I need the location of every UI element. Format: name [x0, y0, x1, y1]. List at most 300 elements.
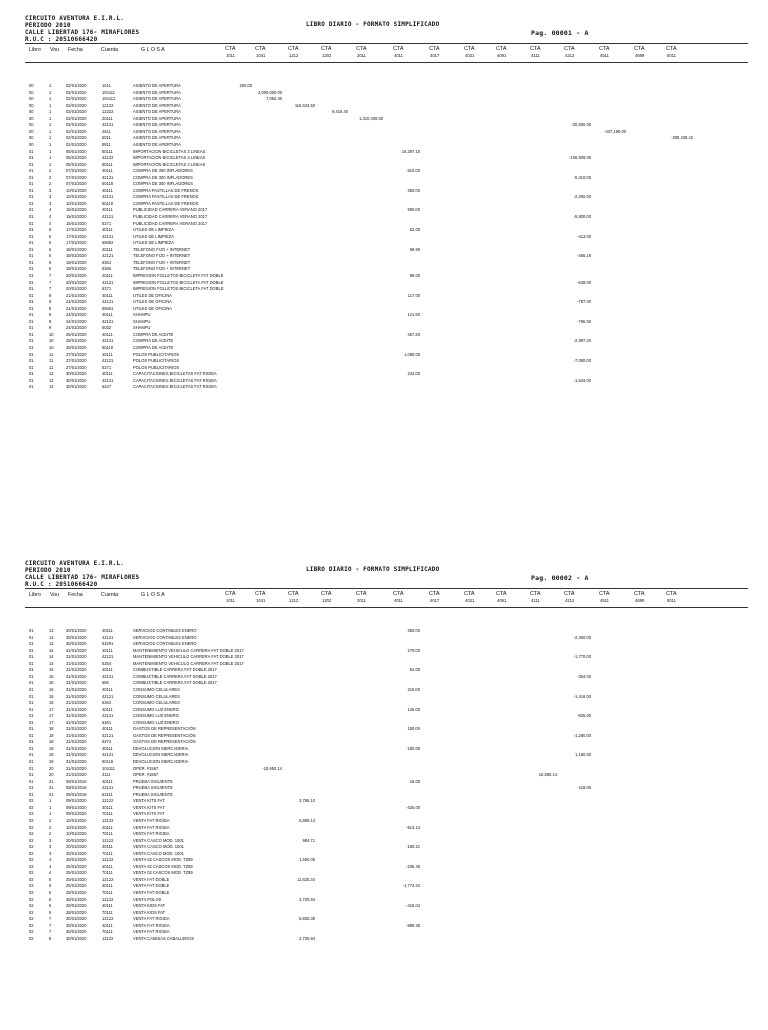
date-cell: 25/01/2020	[66, 883, 87, 889]
date-cell: 24/01/2020	[66, 318, 87, 324]
account-cell: 42121	[102, 194, 114, 200]
account-cell: 60118	[102, 200, 114, 206]
account-cell: 42121	[102, 299, 114, 305]
account-cell: 40111	[102, 246, 113, 252]
voucher-cell: 1	[49, 122, 52, 128]
date-cell: 09/01/2018	[66, 778, 87, 784]
account-cell: 12122	[102, 837, 114, 843]
account-cell: 6032	[102, 325, 112, 331]
libro-cell: 02	[29, 903, 34, 909]
date-cell: 25/01/2020	[66, 890, 87, 895]
description-cell: COMPRA DE 300 INFLADORES	[133, 168, 193, 174]
date-cell: 20/01/2020	[66, 844, 87, 850]
cta-account-code: 4031	[465, 53, 475, 58]
amount-cell: 810.00	[407, 168, 420, 174]
date-cell: 31/01/2020	[66, 745, 87, 751]
description-cell: IMPRESION FOLLETOS BICICLETA FAT DOBLE	[133, 279, 224, 285]
voucher-cell: 3	[49, 194, 52, 200]
cta-account-code: 1011	[226, 53, 236, 58]
description-cell: CONSUMO LUZ ENERO	[133, 713, 179, 719]
account-cell: 5011	[102, 135, 111, 141]
amount-cell: 270.00	[407, 647, 420, 653]
amount-cell: 1,080.00	[404, 351, 420, 357]
amount-cell: -354.00	[577, 673, 591, 679]
account-cell: 42121	[102, 318, 114, 324]
libro-cell: 02	[29, 850, 34, 856]
voucher-cell: 12	[49, 371, 54, 377]
amount-cell: -1,770.00	[573, 654, 591, 660]
date-cell: 10/01/2020	[66, 187, 87, 193]
voucher-cell: 16	[49, 693, 54, 699]
voucher-cell: 21	[49, 778, 54, 784]
libro-cell: 01	[29, 778, 34, 784]
description-cell: COMBUSTIBLE CARRERA FAT DOBLE 2017	[133, 667, 217, 673]
description-cell: VENTA POLOS	[133, 896, 162, 902]
amount-cell: -889.38	[406, 922, 420, 928]
libro-cell: 01	[29, 312, 34, 318]
libro-cell: 01	[29, 338, 34, 344]
account-cell: 42121	[102, 654, 114, 660]
cta-label: CTA	[255, 46, 266, 52]
voucher-cell: 2	[49, 168, 52, 174]
amount-cell: 360.00	[407, 628, 420, 633]
libro-cell: 02	[29, 804, 34, 810]
libro-cell: 02	[29, 811, 34, 817]
voucher-cell: 4	[49, 220, 52, 226]
date-cell: 30/01/2020	[66, 916, 87, 922]
libro-cell: 02	[29, 817, 34, 823]
cta-account-code: 2011	[357, 598, 367, 603]
account-cell: 63111	[102, 791, 113, 797]
voucher-cell: 3	[49, 850, 52, 856]
description-cell: COMPRA DE ACEITE	[133, 338, 174, 344]
voucher-cell: 1	[49, 102, 52, 108]
description-cell: GASTOS DE REPRESENTACIÓN	[133, 726, 196, 732]
date-cell: 31/01/2020	[66, 647, 87, 653]
description-cell: TELEFONO FIJO + INTERNET	[133, 259, 191, 265]
date-cell: 25/01/2020	[66, 345, 87, 350]
voucher-cell: 8	[49, 935, 52, 941]
voucher-cell: 13	[49, 628, 54, 633]
description-cell: VENTA CAMISAS CABALLEROS	[133, 935, 195, 941]
account-cell: 12122	[102, 876, 114, 882]
amount-cell: -415.04	[406, 903, 420, 909]
cta-label: CTA	[393, 591, 404, 597]
date-cell: 25/01/2020	[66, 857, 87, 863]
description-cell: ASIENTO DE APERTURA	[133, 96, 181, 102]
date-cell: 10/01/2020	[66, 200, 87, 206]
description-cell: SHAMPU	[133, 318, 151, 324]
account-cell: 63291	[102, 641, 114, 647]
period-label: PERIODO 2010	[25, 567, 71, 574]
date-cell: 02/01/2020	[66, 115, 87, 121]
description-cell: VENTA 02 CASCOS MOD. TZ89	[133, 863, 193, 869]
voucher-cell: 3	[49, 837, 52, 843]
amount-cell: 360.00	[407, 187, 420, 193]
voucher-cell: 18	[49, 726, 54, 732]
description-cell: ASIENTO DE APERTURA	[133, 83, 181, 88]
description-cell: PUBLICIDAD CARRERA VERANO 2017	[133, 207, 208, 213]
libro-cell: 01	[29, 384, 34, 390]
account-cell: 42121	[102, 673, 114, 679]
date-cell: 31/01/2020	[66, 693, 87, 699]
description-cell: COMPRA PASTILLAS DE FRENOS	[133, 187, 199, 193]
date-cell: 05/01/2020	[66, 155, 87, 161]
account-cell: 60118	[102, 181, 114, 187]
date-cell: 07/01/2020	[66, 174, 87, 180]
description-cell: MANTENIMIENTO VEHICULO CARRERA FAT DOBLE 2017	[133, 660, 244, 666]
account-cell: 40111	[102, 726, 113, 732]
amount-cell: -180.00	[406, 745, 420, 751]
date-cell: 30/01/2020	[66, 929, 87, 935]
voucher-cell: 7	[49, 929, 52, 935]
date-cell: 10/01/2020	[66, 831, 87, 837]
libro-cell: 02	[29, 929, 34, 935]
voucher-cell: 15	[49, 667, 54, 673]
description-cell: COMPRA PASTILLAS DE FRENOS	[133, 200, 199, 206]
cta-label: CTA	[225, 591, 236, 597]
date-cell: 21/01/2020	[66, 299, 87, 305]
voucher-cell: 21	[49, 785, 54, 791]
description-cell: GASTOS DE REPRESENTACIÓN	[133, 732, 196, 738]
amount-cell: -20,500.00	[571, 122, 591, 128]
account-cell: 6364	[102, 259, 112, 265]
cta-label: CTA	[356, 46, 367, 52]
account-cell: 40111	[102, 804, 113, 810]
libro-cell: 02	[29, 935, 34, 941]
libro-cell: 01	[29, 719, 34, 725]
libro-cell: 01	[29, 713, 34, 719]
account-cell: 6354	[102, 660, 112, 666]
amount-cell: 18.00	[409, 778, 420, 784]
description-cell: CONSUMO CELULARES	[133, 686, 180, 692]
description-cell: UTILES DE LIMPIEZA	[133, 227, 174, 233]
account-cell: 6371	[102, 286, 112, 292]
date-cell: 31/01/2020	[66, 686, 87, 692]
cta-account-code: 4699	[635, 53, 645, 58]
date-cell: 31/01/2020	[66, 700, 87, 706]
libro-cell: 01	[29, 253, 34, 259]
date-cell: 18/01/2020	[66, 246, 87, 252]
account-cell: 40111	[102, 706, 113, 712]
date-cell: 30/01/2020	[66, 628, 87, 633]
cta-account-code: 1202	[322, 598, 332, 603]
date-cell: 05/01/2020	[66, 161, 87, 167]
date-cell: 30/01/2020	[66, 935, 87, 941]
description-cell: VENTA CASCO MOD. 1001	[133, 837, 184, 843]
date-cell: 10/01/2020	[66, 817, 87, 823]
company-ruc: R.U.C : 20510666420	[25, 36, 98, 43]
cta-label: CTA	[429, 46, 440, 52]
voucher-cell: 5	[49, 240, 52, 246]
amount-cell: -437,190.00	[604, 128, 626, 134]
period-label: PERIODO 2010	[25, 22, 71, 29]
description-cell: CONSUMO LUZ ENERO	[133, 706, 179, 712]
amount-cell: 234.00	[407, 371, 420, 377]
date-cell: 31/01/2020	[66, 726, 87, 732]
cta-account-code: 1011	[226, 598, 236, 603]
amount-cell: -2,360.00	[573, 634, 591, 640]
account-cell: 656	[102, 680, 109, 686]
description-cell: ASIENTO DE APERTURA	[133, 135, 181, 141]
cta-label: CTA	[321, 591, 332, 597]
libro-cell: 01	[29, 732, 34, 738]
amount-cell: -10,650.14	[262, 765, 282, 771]
description-cell: COMPRA DE ACEITE	[133, 331, 174, 337]
libro-cell: 00	[29, 102, 34, 108]
date-cell: 30/01/2020	[66, 922, 87, 928]
amount-cell: -1,280.00	[573, 732, 591, 738]
voucher-cell: 5	[49, 227, 52, 233]
account-cell: 42122	[102, 155, 114, 161]
voucher-cell: 19	[49, 752, 54, 758]
libro-cell: 01	[29, 272, 34, 278]
date-cell: 20/01/2020	[66, 286, 87, 292]
voucher-cell: 1	[49, 96, 52, 102]
date-cell: 10/01/2020	[66, 824, 87, 830]
voucher-cell: 4	[49, 870, 52, 876]
description-cell: VENTA FAT DOBLE	[133, 890, 170, 895]
description-cell: UTILES DE OFICINA	[133, 305, 172, 311]
cta-account-code: 4091	[497, 53, 507, 58]
voucher-cell: 18	[49, 732, 54, 738]
account-cell: 40111	[102, 351, 113, 357]
account-cell: 6371	[102, 220, 112, 226]
voucher-cell: 6	[49, 909, 52, 915]
libro-cell: 00	[29, 89, 34, 95]
amount-cell: 117.00	[407, 292, 420, 298]
cta-label: CTA	[496, 591, 507, 597]
libro-cell: 01	[29, 259, 34, 265]
account-cell: 20111	[102, 115, 113, 121]
description-cell: ASIENTO DE APERTURA	[133, 141, 181, 147]
description-cell: VENTA FAT RIGIDA	[133, 929, 170, 935]
account-cell: 12122	[102, 857, 114, 863]
account-cell: 12122	[102, 916, 114, 922]
libro-cell: 02	[29, 844, 34, 850]
date-cell: 31/01/2020	[66, 660, 87, 666]
cta-label: CTA	[464, 591, 475, 597]
description-cell: ASIENTO DE APERTURA	[133, 122, 181, 128]
cta-account-code: 4017	[430, 53, 440, 58]
libro-cell: 01	[29, 377, 34, 383]
libro-cell: 01	[29, 772, 34, 778]
amount-cell: -1,416.00	[573, 693, 591, 699]
cta-label: CTA	[496, 46, 507, 52]
description-cell: PRUEBA SIGUIENTE	[133, 778, 173, 784]
voucher-cell: 3	[49, 187, 52, 193]
cta-account-code: 4111	[531, 598, 540, 603]
amount-cell: -796.50	[577, 318, 591, 324]
libro-cell: 00	[29, 135, 34, 141]
amount-cell: -118.00	[577, 785, 591, 791]
description-cell: IMPRESION FOLLETOS BICICLETA FAT DOBLE	[133, 272, 224, 278]
voucher-cell: 2	[49, 817, 52, 823]
account-cell: 42121	[102, 122, 114, 128]
amount-cell: 5,889.14	[299, 817, 315, 823]
description-cell: PUBLICIDAD CARRERA VERANO 2017	[133, 220, 208, 226]
ledger-page	[0, 560, 768, 1030]
date-cell: 30/01/2020	[66, 377, 87, 383]
libro-cell: 01	[29, 745, 34, 751]
account-cell: 6364	[102, 700, 112, 706]
column-voucher: Vou	[50, 47, 60, 53]
libro-cell: 01	[29, 351, 34, 357]
amount-cell: -308,438.42	[671, 135, 693, 141]
description-cell: GASTOS DE REPRESENTACIÓN	[133, 739, 196, 745]
libro-cell: 01	[29, 214, 34, 219]
date-cell: 31/01/2020	[66, 739, 87, 745]
voucher-cell: 21	[49, 791, 54, 797]
libro-cell: 01	[29, 299, 34, 305]
account-cell: 70111	[102, 850, 113, 856]
libro-cell: 01	[29, 233, 34, 239]
document-title: LIBRO DIARIO - FORMATO SIMPLIFICADO	[306, 566, 440, 573]
cta-account-code: 1041	[256, 598, 266, 603]
voucher-cell: 1	[49, 811, 52, 817]
voucher-cell: 7	[49, 922, 52, 928]
voucher-cell: 16	[49, 686, 54, 692]
description-cell: PUBLICIDAD CARRERA VERANO 2017	[133, 214, 208, 219]
company-address: CALLE LIBERTAD 176- MIRAFLORES	[25, 29, 140, 36]
account-cell: 12122	[102, 817, 114, 823]
description-cell: OPER. #1567	[133, 765, 159, 771]
company-name: CIRCUITO AVENTURA E.I.R.L.	[25, 15, 125, 22]
voucher-cell: 14	[49, 647, 54, 653]
voucher-cell: 20	[49, 772, 54, 778]
voucher-cell: 17	[49, 706, 54, 712]
description-cell: IMPRESION FOLLETOS BICICLETA FAT DOBLE	[133, 286, 224, 292]
description-cell: SHAMPU	[133, 312, 151, 318]
libro-cell: 00	[29, 128, 34, 134]
libro-cell: 01	[29, 194, 34, 200]
voucher-cell: 3	[49, 844, 52, 850]
libro-cell: 01	[29, 700, 34, 706]
date-cell: 28/01/2020	[66, 909, 87, 915]
account-cell: 12122	[102, 798, 114, 804]
voucher-cell: 6	[49, 259, 52, 265]
libro-cell: 01	[29, 181, 34, 187]
date-cell: 28/01/2020	[66, 903, 87, 909]
description-cell: PRUEBA SIGUIENTE	[133, 785, 173, 791]
cta-label: CTA	[599, 591, 610, 597]
voucher-cell: 6	[49, 266, 52, 272]
account-cell: 12122	[102, 896, 114, 902]
description-cell: VENTA FAT RIGIDA	[133, 916, 170, 922]
amount-cell: -106,508.05	[569, 155, 591, 161]
amount-cell: -5,310.00	[573, 174, 591, 180]
voucher-cell: 15	[49, 673, 54, 679]
date-cell: 24/01/2020	[66, 312, 87, 318]
date-cell: 30/01/2020	[66, 641, 87, 647]
date-cell: 17/01/2020	[66, 233, 87, 239]
cta-account-code: 4011	[394, 598, 404, 603]
amount-cell: -425.00	[406, 804, 420, 810]
voucher-cell: 1	[49, 89, 52, 95]
date-cell: 28/01/2020	[66, 896, 87, 902]
libro-cell: 01	[29, 660, 34, 666]
date-cell: 20/01/2020	[66, 850, 87, 856]
date-cell: 21/01/2020	[66, 305, 87, 311]
voucher-cell: 14	[49, 654, 54, 660]
ledger-row	[0, 383, 768, 390]
date-cell: 25/01/2020	[66, 338, 87, 344]
column-fecha: Fecha	[68, 47, 83, 53]
libro-cell: 02	[29, 890, 34, 895]
amount-cell: -456.19	[577, 253, 591, 259]
libro-cell: 01	[29, 174, 34, 180]
voucher-cell: 18	[49, 739, 54, 745]
date-cell: 25/01/2020	[66, 331, 87, 337]
cta-account-code: 4511	[600, 53, 610, 58]
libro-cell: 01	[29, 345, 34, 350]
description-cell: OPER. #1567	[133, 772, 159, 778]
cta-label: CTA	[530, 46, 541, 52]
date-cell: 02/01/2020	[66, 83, 87, 88]
libro-cell: 02	[29, 824, 34, 830]
account-cell: 42121	[102, 752, 114, 758]
libro-cell: 01	[29, 279, 34, 285]
amount-cell: -5,900.00	[573, 214, 591, 219]
description-cell: VENTA CASCO MOD. 1001	[133, 844, 184, 850]
column-fecha: Fecha	[68, 592, 83, 598]
amount-cell: 2,786.10	[299, 798, 315, 804]
libro-cell: 01	[29, 739, 34, 745]
column-glosa: G L O S A	[141, 592, 165, 598]
cta-account-code: 5011	[667, 598, 677, 603]
libro-cell: 01	[29, 785, 34, 791]
amount-cell: 16,297.10	[401, 148, 420, 154]
date-cell: 31/01/2020	[66, 713, 87, 719]
cta-account-code: 1212	[289, 598, 299, 603]
description-cell: VENTA CASCO MOD. 1001	[133, 850, 184, 856]
description-cell: IMPORTACION BICICLETAS 3 LINEAS	[133, 161, 206, 167]
date-cell: 31/01/2020	[66, 732, 87, 738]
voucher-cell: 14	[49, 660, 54, 666]
amount-cell: 1,550.05	[299, 857, 315, 863]
description-cell: MANTENIMIENTO VEHICULO CARRERA FAT DOBLE 2017	[133, 647, 244, 653]
voucher-cell: 1	[49, 109, 52, 115]
voucher-cell: 6	[49, 246, 52, 252]
date-cell: 20/01/2020	[66, 279, 87, 285]
libro-cell: 01	[29, 200, 34, 206]
account-cell: 42121	[102, 732, 114, 738]
description-cell: ASIENTO DE APERTURA	[133, 102, 181, 108]
account-cell: 40111	[102, 745, 113, 751]
voucher-cell: 5	[49, 876, 52, 882]
date-cell: 05/01/2020	[66, 148, 87, 154]
libro-cell: 01	[29, 207, 34, 213]
date-cell: 15/01/2020	[66, 207, 87, 213]
voucher-cell: 5	[49, 233, 52, 239]
description-cell: VENTA FAT RIGIDA	[133, 831, 170, 837]
date-cell: 25/01/2020	[66, 863, 87, 869]
date-cell: 30/01/2020	[66, 371, 87, 377]
account-cell: 42121	[102, 174, 114, 180]
cta-label: CTA	[288, 591, 299, 597]
voucher-cell: 4	[49, 863, 52, 869]
amount-cell: -1,534.00	[573, 377, 591, 383]
amount-cell: 200.00	[239, 83, 252, 88]
date-cell: 31/01/2020	[66, 667, 87, 673]
date-cell: 31/01/2020	[66, 673, 87, 679]
voucher-cell: 7	[49, 272, 52, 278]
account-cell: 40111	[102, 292, 113, 298]
description-cell: VENTA 02 CASCOS MOD. TZ89	[133, 870, 193, 876]
amount-cell: 457.20	[407, 331, 420, 337]
date-cell: 20/01/2020	[66, 837, 87, 843]
voucher-cell: 17	[49, 713, 54, 719]
